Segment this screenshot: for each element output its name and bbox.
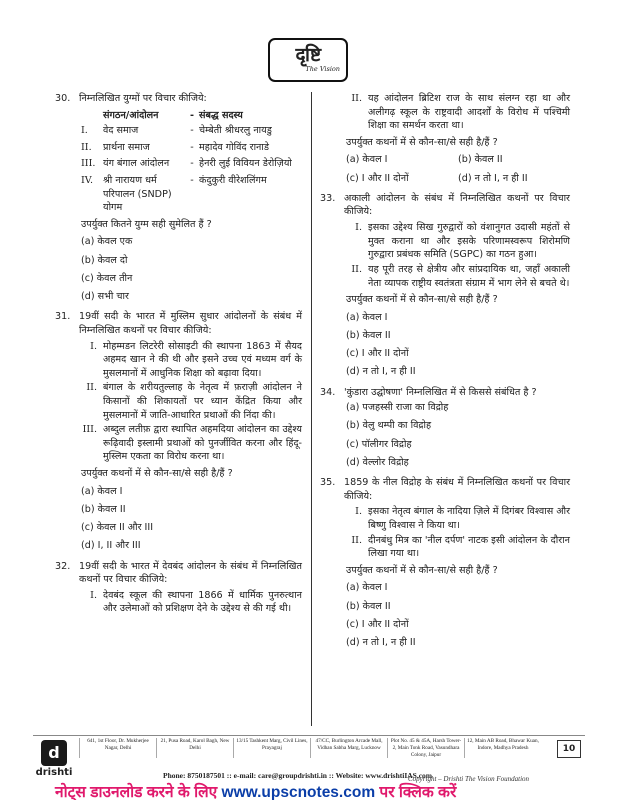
statements	[346, 221, 570, 290]
pair-roman: III.	[81, 158, 96, 170]
promo-link[interactable]: www.upscnotes.com	[221, 784, 376, 800]
promo-prefix: नोट्स डाउनलोड करने के लिए	[55, 784, 222, 800]
option-b: (b) केवल II	[458, 154, 503, 166]
option-d: (d) न तो I, न ही II	[346, 637, 416, 649]
question-35	[320, 476, 570, 652]
question-30	[55, 92, 302, 306]
answer-options	[346, 579, 570, 652]
statement	[81, 340, 302, 381]
contact-line: Phone: 8750187501 :: e-mail: care@groupdrishti.in :: Website: www.drishtiIAS.com	[163, 771, 433, 780]
option-c: (c) I और II दोनों	[346, 618, 409, 630]
left-column	[55, 92, 302, 620]
pair-dash: -	[190, 175, 194, 187]
address-item: 641, 1st Floor, Dr. Mukherjee Nagar, Delhi	[79, 738, 156, 758]
question-prompt: उपर्युक्त कथनों में से कौन-सा/से सही है/हैं ?	[346, 564, 498, 576]
pair-row	[81, 124, 302, 138]
question-text: 19वीं सदी के भारत में देवबंद आंदोलन के संबंध में निम्नलिखित कथनों पर विचार कीजिये:	[79, 560, 302, 586]
page-number: 10	[557, 740, 581, 758]
statement	[81, 589, 302, 616]
option-c: (c) पॉलीगर विद्रोह	[346, 438, 412, 450]
question-number: 35.	[320, 477, 336, 489]
pair-row	[81, 141, 302, 155]
pair-member: चेम्बेती श्रीधरलु नायडु	[199, 125, 272, 137]
statement-roman: II.	[86, 382, 97, 394]
question-number: 31.	[55, 311, 71, 323]
question-text: 19वीं सदी के भारत में मुस्लिम सुधार आंदोलनों के संबंध में निम्नलिखित कथनों पर विचार कीजिये:	[79, 311, 302, 336]
statement-text: यह पूरी तरह से क्षेत्रीय और सांप्रदायिक था, जहाँ अकाली नेता व्यापक राष्ट्रीय स्वतंत्रता संग्राम में भाग लेने से बचते थे।	[368, 263, 570, 289]
statement-roman: III.	[82, 424, 97, 436]
option-c: (c) केवल तीन	[81, 272, 133, 284]
column-divider	[311, 92, 312, 726]
question-prompt: उपर्युक्त कथनों में से कौन-सा/से सही है/हैं ?	[346, 136, 498, 148]
option-b: (b) केवल दो	[81, 254, 128, 266]
pair-organization: यंग बंगाल आंदोलन	[103, 158, 170, 170]
pair-dash: -	[190, 141, 194, 153]
statement-roman: II.	[351, 93, 362, 104]
column-a-header: संगठन/आंदोलन	[103, 109, 159, 121]
pairs-table	[81, 109, 302, 215]
statement	[81, 423, 302, 464]
pair-roman: I.	[81, 125, 88, 137]
statement-roman: I.	[355, 506, 362, 518]
pair-member: कंदुकुरी वीरेशलिंगम	[199, 175, 267, 187]
question-text: 1859 के नील विद्रोह के संबंध में निम्नलिखित कथनों पर विचार कीजिये:	[344, 477, 570, 502]
promo-suffix: पर क्लिक करें	[375, 784, 457, 800]
pair-member: हेनरी लुई विवियन डेरोज़ियो	[199, 158, 292, 170]
option-b: (b) केवल II	[81, 503, 126, 515]
statement-roman: I.	[355, 222, 362, 234]
address-item: 12, Main AB Road, Bhawar Kuan, Indore, Madhya Pradesh	[464, 738, 541, 758]
option-d: (d) वेल्लोर विद्रोह	[346, 456, 409, 468]
copyright-notice: Copyright – Drishti The Vision Foundation	[408, 775, 530, 783]
statement-roman: I.	[90, 589, 97, 601]
pair-dash: -	[190, 158, 194, 170]
statement-roman: II.	[351, 263, 362, 275]
footer-logo	[35, 740, 73, 780]
address-item: 13/15 Tashkent Marg, Civil Lines, Prayagraj	[233, 738, 310, 758]
statement	[346, 221, 570, 262]
question-number: 30.	[55, 93, 71, 104]
option-d: (d) सभी चार	[81, 291, 129, 303]
answer-options	[346, 399, 570, 472]
question-32	[55, 560, 302, 616]
option-d: (d) I, II और III	[81, 540, 141, 552]
question-text: अकाली आंदोलन के संबंध में निम्नलिखित कथनों पर विचार कीजिये:	[344, 192, 570, 218]
statement-text: देवबंद स्कूल की स्थापना 1866 में धार्मिक पुनरुत्थान और उलेमाओं को प्रशिक्षण देने के उद्देश्य से की गई थी।	[103, 589, 302, 615]
pair-organization: श्री नारायण धर्म परिपालन (SNDP) योगम	[103, 175, 172, 214]
address-item: Plot No. 45 & 45A, Harsh Tower-2, Main Tonk Road, Vasundhara Colony, Jaipur	[387, 738, 464, 758]
statements	[81, 589, 302, 616]
statements	[346, 92, 570, 133]
pair-member: महादेव गोविंद रानाडे	[199, 141, 269, 153]
pair-row	[81, 174, 302, 215]
option-a: (a) केवल I	[346, 154, 388, 166]
drishti-logo	[268, 38, 348, 82]
statement-text: अब्दुल लतीफ़ द्वारा स्थापित अहमदिया आंदोलन का उद्देश्य रूढ़िवादी इस्लामी प्रथाओं को पुनर्जीवित करना और हिंदू-मुस्लिम एकता का विरोध करना था।	[103, 424, 302, 463]
footer-logo-mark: d	[41, 740, 67, 766]
option-b: (b) केवल II	[346, 600, 391, 612]
answer-options	[346, 309, 570, 382]
question-34	[320, 386, 570, 472]
question-31	[55, 310, 302, 555]
statement-text: इसका उद्देश्य सिख गुरुद्वारों को वंशानुगत उदासी महंतों से मुक्त कराना था और इसके परिणामस्वरूप शिरोमणि गुरुद्वारा प्रबंधक समिति (SGPC) का गठन हुआ।	[368, 222, 570, 261]
statements	[346, 505, 570, 560]
question-text: निम्नलिखित युग्मों पर विचार कीजिये:	[79, 93, 207, 104]
right-column	[320, 92, 570, 656]
option-a: (a) केवल I	[346, 582, 388, 594]
address-list	[79, 738, 541, 758]
answer-options	[346, 151, 570, 187]
option-a: (a) केवल एक	[81, 236, 133, 248]
answer-options	[81, 233, 302, 306]
column-b-header: संबद्ध सदस्य	[199, 109, 243, 121]
option-a: (a) केवल I	[346, 311, 388, 323]
statement-text: इसका नेतृत्व बंगाल के नादिया ज़िले में दिगंबर विश्वास और बिष्णु विश्वास ने किया था।	[368, 506, 571, 531]
question-number: 34.	[320, 386, 336, 398]
question-33	[320, 192, 570, 382]
statement	[81, 381, 302, 422]
address-item: 47/CC, Burlington Arcade Mall, Vidhan Sabha Marg, Lucknow	[310, 738, 387, 758]
statement-roman: II.	[351, 534, 362, 546]
statement-text: यह आंदोलन ब्रिटिश राज के साथ संलग्न रहा था और अलीगढ़ स्कूल के राष्ट्रवादी आदर्शों के विरोध में पश्चिमी शिक्षा का समर्थन करता था।	[368, 93, 570, 132]
option-a: (a) केवल I	[81, 485, 123, 497]
address-item: 21, Pusa Road, Karol Bagh, New Delhi	[156, 738, 233, 758]
statement-text: मोहम्मडन लिटरेरी सोसाइटी की स्थापना 1863 में सैयद अहमद खान ने की थी और इसने उच्च एवं मध्यम वर्ग के मुसलमानों में आधुनिक शिक्षा को बढ़ावा दिया।	[103, 340, 302, 379]
logo-text: दृष्टि	[295, 43, 321, 66]
statement-text: बंगाल के शरीयतुल्लाह के नेतृत्व में फ़राज़ी आंदोलन ने किसानों की शिकायतों पर ध्यान केंद्रित किया और मुसलमानों में जाति-आधारित प्रथाओं की निंदा की।	[103, 382, 302, 421]
option-b: (b) वेलु थम्पी का विद्रोह	[346, 420, 432, 432]
question-number: 33.	[320, 192, 336, 204]
question-prompt: उपर्युक्त कितने युग्म सही सुमेलित हैं ?	[81, 218, 212, 230]
option-c: (c) I और II दोनों	[346, 172, 409, 184]
download-notes-banner[interactable]	[55, 782, 456, 800]
option-b: (b) केवल II	[346, 329, 391, 341]
question-prompt: उपर्युक्त कथनों में से कौन-सा/से सही है/हैं ?	[81, 468, 233, 480]
statement	[346, 534, 570, 561]
option-c: (c) I और II दोनों	[346, 348, 409, 360]
question-number: 32.	[55, 560, 71, 572]
answer-options	[81, 483, 302, 556]
statements	[81, 340, 302, 464]
pair-organization: प्रार्थना समाज	[103, 141, 150, 153]
header-dash: -	[190, 109, 194, 121]
pair-organization: वेद समाज	[103, 125, 139, 137]
pair-row	[81, 157, 302, 171]
statement-text: दीनबंधु मित्र का 'नील दर्पण' नाटक इसी आंदोलन के दौरान लिखा गया था।	[368, 534, 570, 560]
statement-roman: I.	[90, 340, 97, 352]
option-d: (d) न तो I, न ही II	[346, 366, 416, 378]
pair-roman: IV.	[81, 175, 94, 187]
question-32-continued	[320, 92, 570, 188]
statement	[346, 92, 570, 133]
option-d: (d) न तो I, न ही II	[458, 172, 528, 184]
option-c: (c) केवल II और III	[81, 522, 154, 534]
pair-dash: -	[190, 125, 194, 137]
question-prompt: उपर्युक्त कथनों में से कौन-सा/से सही है/हैं ?	[346, 294, 498, 306]
pair-roman: II.	[81, 141, 92, 153]
option-a: (a) पजहस्सी राजा का विद्रोह	[346, 402, 449, 414]
logo-subtitle: The Vision	[305, 64, 340, 73]
footer-logo-name: drishti	[35, 767, 73, 778]
pairs-header	[81, 109, 302, 123]
statement	[346, 505, 570, 532]
statement	[346, 263, 570, 290]
question-text: 'कुंडारा उद्घोषणा' निम्नलिखित में से किससे संबंधित है ?	[344, 386, 537, 398]
